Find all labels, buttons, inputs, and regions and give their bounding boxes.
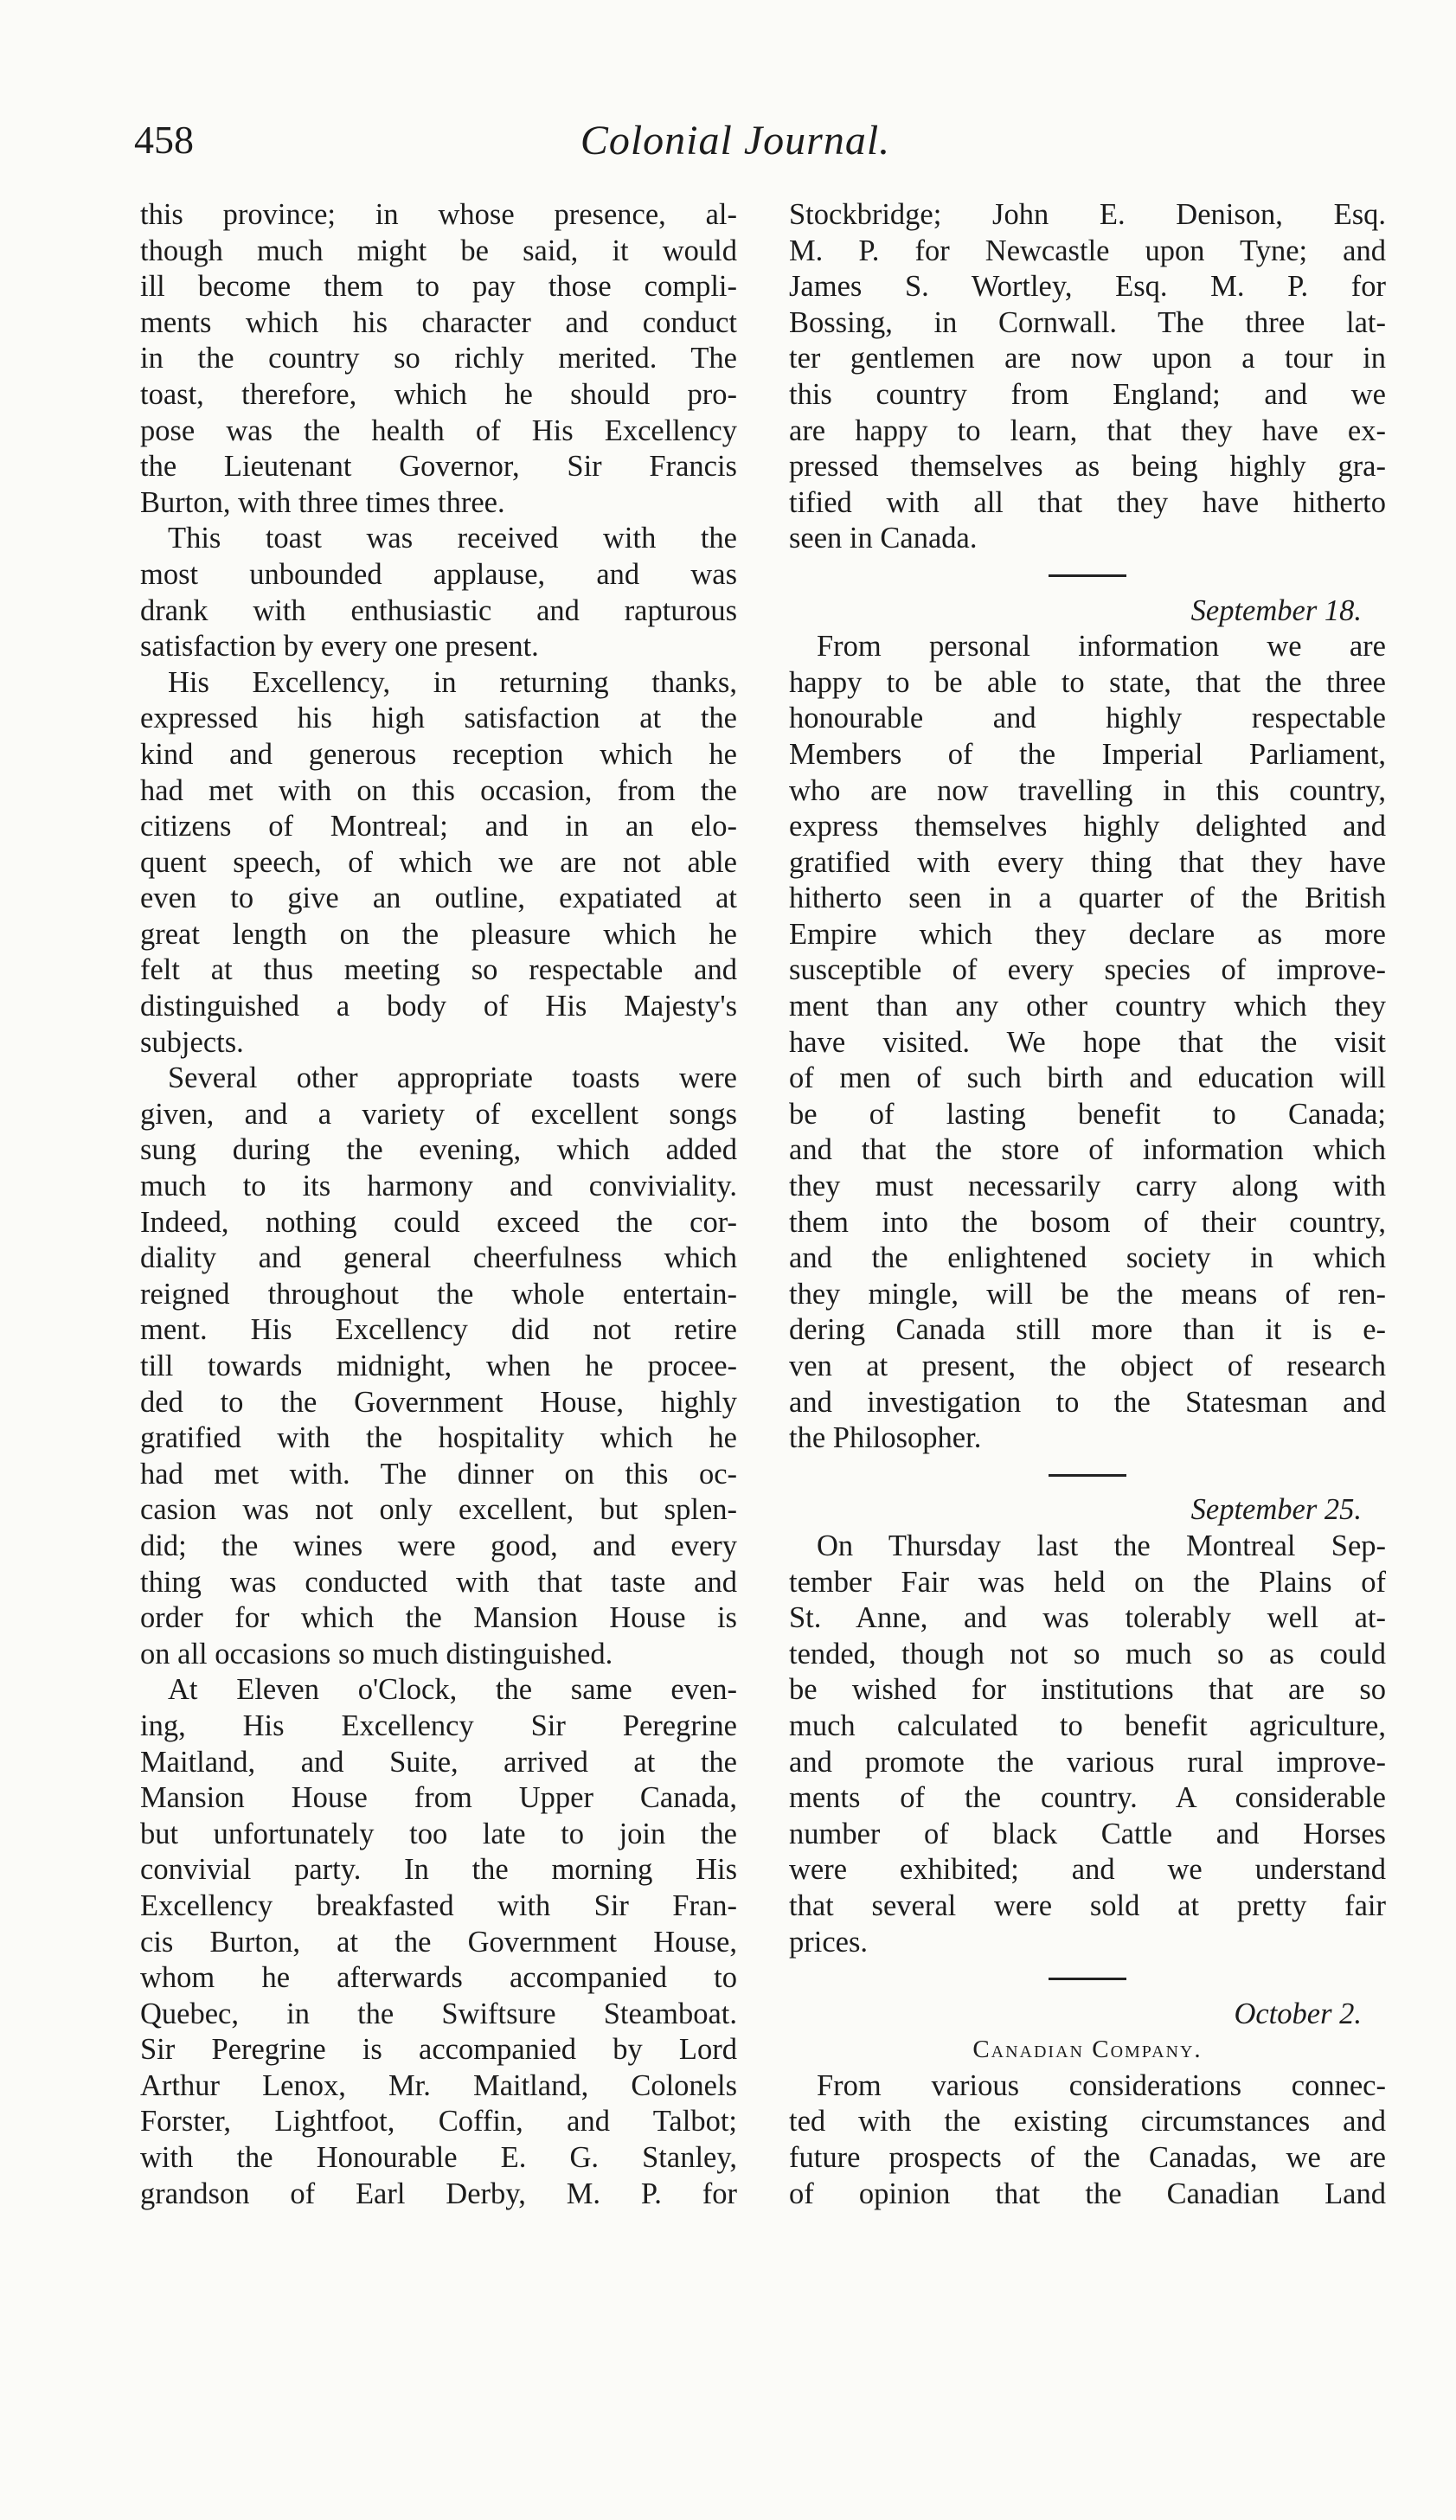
- text-line: but unfortunately too late to join the: [140, 1817, 737, 1850]
- text-line: them into the bosom of their country,: [789, 1205, 1386, 1239]
- text-line: ments which his character and conduct: [140, 305, 737, 339]
- text-line: great length on the pleasure which he: [140, 917, 737, 951]
- text-line: the Lieutenant Governor, Sir Francis: [140, 450, 737, 484]
- text-line: casion was not only excellent, but splen-: [140, 1493, 737, 1527]
- text-line: From personal information we are: [817, 630, 1386, 664]
- text-line: toast, therefore, which he should pro-: [140, 377, 737, 411]
- text-line: distinguished a body of His Majesty's: [140, 990, 737, 1023]
- text-line: ing, His Excellency Sir Peregrine: [140, 1709, 737, 1742]
- text-line: subjects.: [140, 1025, 244, 1059]
- text-line: and promote the various rural improve-: [789, 1745, 1386, 1779]
- section-rule: [789, 1457, 1386, 1493]
- text-line: they must necessarily carry along with: [789, 1170, 1386, 1203]
- text-line: whom he afterwards accompanied to: [140, 1961, 737, 1995]
- text-line: and investigation to the Statesman and: [789, 1385, 1386, 1419]
- right-column: [789, 197, 1386, 2212]
- text-line: sung during the evening, which added: [140, 1133, 737, 1167]
- text-line: be of lasting benefit to Canada;: [789, 1097, 1386, 1131]
- text-line: diality and general cheerfulness which: [140, 1241, 737, 1275]
- page-header: [117, 117, 1354, 177]
- text-line: Arthur Lenox, Mr. Maitland, Colonels: [140, 2068, 737, 2102]
- page-number: 458: [134, 118, 194, 162]
- text-line: honourable and highly respectable: [789, 702, 1386, 735]
- section-rule: [789, 557, 1386, 593]
- text-line: grandson of Earl Derby, M. P. for: [140, 2177, 737, 2210]
- text-line: hitherto seen in a quarter of the British: [789, 882, 1386, 915]
- text-line: express themselves highly delighted and: [789, 810, 1386, 843]
- text-line: who are now travelling in this country,: [789, 773, 1386, 807]
- text-line: ven at present, the object of research: [789, 1350, 1386, 1382]
- text-line: order for which the Mansion House is: [140, 1601, 737, 1635]
- text-line: tember Fair was held on the Plains of: [789, 1565, 1386, 1599]
- text-line: satisfaction by every one present.: [140, 630, 539, 664]
- text-line: given, and a variety of excellent songs: [140, 1097, 737, 1131]
- text-line: of opinion that the Canadian Land: [789, 2177, 1386, 2210]
- text-line: future prospects of the Canadas, we are: [789, 2141, 1386, 2175]
- text-line: reigned throughout the whole entertain-: [140, 1277, 737, 1311]
- text-line: most unbounded applause, and was: [140, 557, 737, 591]
- text-line: Excellency breakfasted with Sir Fran-: [140, 1888, 737, 1922]
- dateline: September 18.: [1190, 593, 1362, 627]
- text-line: that several were sold at pretty fair: [789, 1888, 1386, 1922]
- text-line: tified with all that they have hitherto: [789, 485, 1386, 519]
- text-line: tended, though not so much so as could: [789, 1637, 1386, 1670]
- text-line: citizens of Montreal; and in an elo-: [140, 810, 737, 843]
- text-line: gratified with every thing that they have: [789, 845, 1386, 879]
- text-line: Stockbridge; John E. Denison, Esq.: [789, 198, 1386, 231]
- text-line: had met with. The dinner on this oc-: [140, 1457, 737, 1491]
- text-line: expressed his high satisfaction at the: [140, 702, 737, 735]
- text-line: are happy to learn, that they have ex-: [789, 414, 1386, 447]
- text-line: ment than any other country which they: [789, 990, 1386, 1023]
- text-line: cis Burton, at the Government House,: [140, 1925, 737, 1959]
- text-line: number of black Cattle and Horses: [789, 1817, 1386, 1850]
- text-line: kind and generous reception which he: [140, 737, 737, 771]
- text-line: gratified with the hospitality which he: [140, 1421, 737, 1455]
- text-line: were exhibited; and we understand: [789, 1853, 1386, 1887]
- text-line: ter gentlemen are now upon a tour in: [789, 342, 1386, 375]
- dateline: September 25.: [1190, 1493, 1362, 1527]
- text-line: of men of such birth and education will: [789, 1061, 1386, 1095]
- text-line: have visited. We hope that the visit: [789, 1025, 1386, 1059]
- text-line: this province; in whose presence, al-: [140, 198, 737, 231]
- running-title: Colonial Journal.: [580, 118, 891, 164]
- text-line: quent speech, of which we are not able: [140, 845, 737, 879]
- text-line: M. P. for Newcastle upon Tyne; and: [789, 234, 1386, 267]
- text-line: prices.: [789, 1925, 869, 1959]
- text-line: convivial party. In the morning His: [140, 1853, 737, 1887]
- text-line: pressed themselves as being highly gra-: [789, 450, 1386, 484]
- text-line: Sir Peregrine is accompanied by Lord: [140, 2033, 737, 2067]
- text-line: they mingle, will be the means of ren-: [789, 1277, 1386, 1311]
- text-line: till towards midnight, when he procee-: [140, 1350, 737, 1382]
- text-line: Mansion House from Upper Canada,: [140, 1781, 737, 1815]
- text-line: on all occasions so much distinguished.: [140, 1637, 613, 1670]
- text-line: much calculated to benefit agriculture,: [789, 1709, 1386, 1742]
- text-line: ted with the existing circumstances and: [789, 2105, 1386, 2138]
- text-line: and the enlightened society in which: [789, 1241, 1386, 1275]
- text-line: this country from England; and we: [789, 377, 1386, 411]
- text-line: even to give an outline, expatiated at: [140, 882, 737, 915]
- text-line: pose was the health of His Excellency: [140, 414, 737, 447]
- text-line: felt at thus meeting so respectable and: [140, 953, 737, 987]
- text-line: happy to be able to state, that the three: [789, 665, 1386, 699]
- text-line: Quebec, in the Swiftsure Steamboat.: [140, 1997, 737, 2030]
- text-line: This toast was received with the: [168, 522, 737, 555]
- left-column: [140, 197, 737, 2212]
- text-line: ill become them to pay those compli-: [140, 270, 737, 304]
- text-line: Members of the Imperial Parliament,: [789, 737, 1386, 771]
- text-line: Burton, with three times three.: [140, 485, 505, 519]
- section-rule: [789, 1960, 1386, 1997]
- text-line: thing was conducted with that taste and: [140, 1565, 737, 1599]
- text-line: seen in Canada.: [789, 522, 978, 555]
- text-line: His Excellency, in returning thanks,: [168, 665, 737, 699]
- text-line: in the country so richly merited. The: [140, 342, 737, 375]
- text-line: At Eleven o'Clock, the same even-: [168, 1673, 737, 1707]
- text-line: ded to the Government House, highly: [140, 1385, 737, 1419]
- text-line: though much might be said, it would: [140, 234, 737, 267]
- text-line: Bossing, in Cornwall. The three lat-: [789, 305, 1386, 339]
- text-line: did; the wines were good, and every: [140, 1529, 737, 1562]
- text-line: ment. His Excellency did not retire: [140, 1313, 737, 1347]
- section-heading: Canadian Company.: [972, 2036, 1203, 2064]
- text-line: Maitland, and Suite, arrived at the: [140, 1745, 737, 1779]
- text-line: be wished for institutions that are so: [789, 1673, 1386, 1707]
- text-line: drank with enthusiastic and rapturous: [140, 593, 737, 627]
- text-line: Forster, Lightfoot, Coffin, and Talbot;: [140, 2105, 737, 2138]
- text-line: much to its harmony and conviviality.: [140, 1170, 737, 1203]
- text-line: with the Honourable E. G. Stanley,: [140, 2141, 737, 2175]
- text-line: and that the store of information which: [789, 1133, 1386, 1167]
- text-line: susceptible of every species of improve-: [789, 953, 1386, 987]
- text-line: On Thursday last the Montreal Sep-: [817, 1529, 1386, 1562]
- text-line: had met with on this occasion, from the: [140, 773, 737, 807]
- text-line: the Philosopher.: [789, 1421, 982, 1455]
- text-line: From various considerations connec-: [817, 2068, 1386, 2102]
- text-line: James S. Wortley, Esq. M. P. for: [789, 270, 1386, 304]
- text-line: Indeed, nothing could exceed the cor-: [140, 1205, 737, 1239]
- text-line: St. Anne, and was tolerably well at-: [789, 1601, 1386, 1635]
- dateline: October 2.: [1234, 1997, 1362, 2030]
- text-line: dering Canada still more than it is e-: [789, 1313, 1386, 1347]
- text-line: Several other appropriate toasts were: [168, 1061, 737, 1095]
- text-line: ments of the country. A considerable: [789, 1781, 1386, 1815]
- text-line: Empire which they declare as more: [789, 917, 1386, 951]
